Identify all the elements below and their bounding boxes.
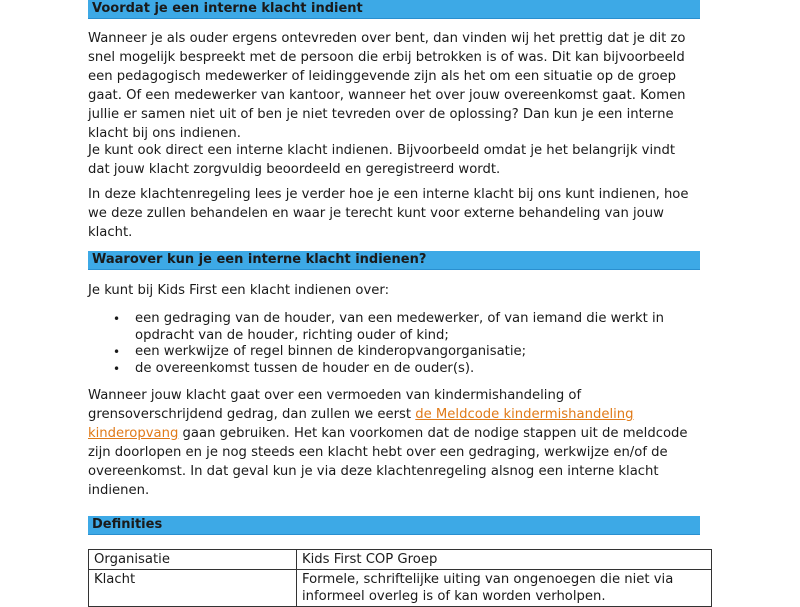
definitions-table bbox=[88, 549, 712, 607]
definition-value: Formele, schriftelijke uiting van ongenoegen die niet via informeel overleg is of kan worden verholpen. bbox=[297, 570, 712, 607]
meldcode-text-before: Wanneer jouw klacht gaat over een vermoeden van kindermishandeling of grensoverschrijdend gedrag, dan zullen we eerst bbox=[88, 388, 582, 422]
table-row bbox=[89, 570, 712, 607]
definition-value: Kids First COP Groep bbox=[297, 550, 712, 570]
about-lead: Je kunt bij Kids First een klacht indienen over: bbox=[88, 283, 390, 298]
list-item: • de overeenkomst tussen de houder en de ouder(s). bbox=[88, 361, 698, 378]
meldcode-link[interactable]: de Meldcode kindermishandeling kinderopvang bbox=[88, 407, 634, 441]
section-heading-intro: Voordat je een interne klacht indient bbox=[88, 0, 700, 19]
meldcode-text-after: gaan gebruiken. Het kan voorkomen dat de nodige stappen uit de meldcode zijn doorlopen en je nog steeds een klacht hebt over een gedraging, werkwijze en/of de overeenkomst. In dat geval kun je via deze klachtenregeling alsnog een interne klacht indienen. bbox=[88, 426, 688, 498]
meldcode-paragraph bbox=[88, 386, 702, 500]
complaint-topics-list bbox=[88, 311, 698, 377]
list-item: • een werkwijze of regel binnen de kinderopvangorganisatie; bbox=[88, 344, 698, 361]
list-item: • een gedraging van de houder, van een medewerker, of van iemand die werkt in opdracht van de houder, richting ouder of kind; bbox=[88, 311, 698, 344]
table-row bbox=[89, 550, 712, 570]
section-heading-definitions: Definities bbox=[88, 516, 700, 535]
section-heading-about: Waarover kun je een interne klacht indienen? bbox=[88, 251, 700, 270]
intro-paragraph-1: Wanneer je als ouder ergens ontevreden over bent, dan vinden wij het prettig dat je dit zo snel mogelijk bespreekt met de persoon die erbij betrokken is of was. Dit kan bijvoorbeeld een pedagogisch medewerker of leidinggevende zijn als het om een situatie op de groep gaat. Of een medewerker van kantoor, wanneer het over jouw overeenkomst gaat. Komen jullie er samen niet uit of ben je niet tevreden over de oplossing? Dan kun je een interne klacht bij ons indienen. bbox=[88, 31, 686, 141]
definition-term: Organisatie bbox=[89, 550, 297, 570]
intro-paragraph-2: Je kunt ook direct een interne klacht indienen. Bijvoorbeeld omdat je het belangrijk vindt dat jouw klacht zorgvuldig beoordeeld en geregistreerd wordt. bbox=[88, 143, 676, 177]
intro-paragraph-3: In deze klachtenregeling lees je verder hoe je een interne klacht bij ons kunt indienen, hoe we deze zullen behandelen en waar je terecht kunt voor externe behandeling van jouw klacht. bbox=[88, 187, 689, 240]
definition-term: Klacht bbox=[89, 570, 297, 607]
